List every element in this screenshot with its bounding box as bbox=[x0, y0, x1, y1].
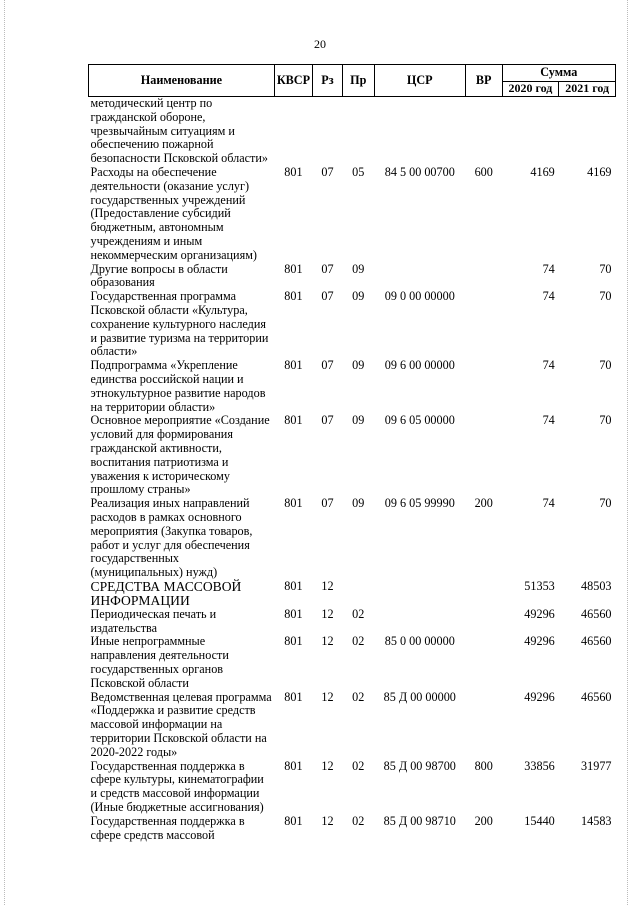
cell-rz: 07 bbox=[321, 496, 334, 511]
cell-csr bbox=[374, 608, 465, 636]
cell-csr bbox=[374, 580, 465, 608]
cell-rz: 12 bbox=[321, 634, 334, 649]
cell-amount-2021: 4169 bbox=[587, 164, 612, 179]
cell-name: Государственная поддержка в сфере культуры, кинематографии и средств массовой информации (Иные бюджетные ассигнования) bbox=[90, 758, 264, 815]
cell-name: Другие вопросы в области образования bbox=[90, 261, 228, 290]
cell-amount-2020: 74 bbox=[542, 261, 555, 276]
cell-csr bbox=[374, 263, 465, 291]
scan-edge-left bbox=[4, 0, 5, 905]
cell-name: СРЕДСТВА МАССОВОЙ ИНФОРМАЦИИ bbox=[90, 578, 242, 608]
cell-csr: 09 6 00 00000 bbox=[384, 358, 455, 373]
cell-amount-2021: 31977 bbox=[581, 758, 612, 773]
cell-amount-2021: 70 bbox=[599, 496, 612, 511]
cell-vr bbox=[465, 691, 502, 760]
table-row bbox=[89, 290, 616, 359]
table-row bbox=[89, 635, 616, 690]
cell-name: Расходы на обеспечение деятельности (оказание услуг) государственных учреждений (Предоставление субсидий бюджетным, автономным учреждениям и иным некоммерческим организациям) bbox=[90, 164, 257, 262]
cell-pr: 09 bbox=[352, 289, 365, 304]
cell-vr bbox=[465, 414, 502, 497]
cell-amount-2021: 46560 bbox=[581, 634, 612, 649]
cell-amount-2021: 48503 bbox=[581, 578, 612, 593]
cell-vr: 800 bbox=[474, 758, 493, 773]
cell-kvsr: 801 bbox=[284, 413, 303, 428]
cell-amount-2020: 15440 bbox=[524, 813, 555, 828]
page-number: 20 bbox=[314, 37, 326, 51]
cell-amount-2021: 70 bbox=[599, 261, 612, 276]
cell-vr bbox=[465, 263, 502, 291]
header-name: Наименование bbox=[89, 65, 275, 97]
cell-amount-2021: 70 bbox=[599, 413, 612, 428]
cell-pr: 02 bbox=[352, 689, 365, 704]
table-row bbox=[89, 263, 616, 291]
cell-kvsr: 801 bbox=[284, 758, 303, 773]
cell-amount-2021: 46560 bbox=[581, 689, 612, 704]
cell-csr: 85 0 00 00000 bbox=[384, 634, 455, 649]
cell-pr bbox=[342, 580, 374, 608]
cell-kvsr: 801 bbox=[284, 813, 303, 828]
table-header bbox=[89, 65, 616, 97]
header-year-2020: 2020 год bbox=[502, 82, 559, 97]
cell-amount-2021: 46560 bbox=[581, 606, 612, 621]
cell-csr: 85 Д 00 00000 bbox=[383, 689, 456, 704]
table-row bbox=[89, 497, 616, 580]
header-pr: Пр bbox=[342, 65, 374, 97]
cell-amount-2020: 74 bbox=[542, 289, 555, 304]
cell-rz: 12 bbox=[321, 813, 334, 828]
cell-rz: 12 bbox=[321, 606, 334, 621]
header-kvsr: КВСР bbox=[274, 65, 312, 97]
header-year-2021: 2021 год bbox=[559, 82, 616, 97]
cell-pr: 02 bbox=[352, 758, 365, 773]
cell-rz: 07 bbox=[321, 358, 334, 373]
table-row bbox=[89, 359, 616, 414]
cell-kvsr: 801 bbox=[284, 289, 303, 304]
cell-rz: 07 bbox=[321, 289, 334, 304]
header-rz: Рз bbox=[313, 65, 343, 97]
cell-amount-2021 bbox=[559, 97, 616, 166]
cell-pr: 09 bbox=[352, 358, 365, 373]
budget-table bbox=[88, 64, 616, 842]
cell-name: Периодическая печать и издательства bbox=[90, 606, 217, 635]
table-row bbox=[89, 815, 616, 843]
cell-name: Ведомственная целевая программа «Поддержка и развитие средств массовой информации на территории Псковской области на 2020-2022 годы» bbox=[90, 689, 272, 759]
cell-amount-2020: 49296 bbox=[524, 689, 555, 704]
cell-kvsr: 801 bbox=[284, 164, 303, 179]
cell-name: Основное мероприятие «Создание условий для формирования гражданской активности, воспитания патриотизма и уважения к историческому прошлому страны» bbox=[90, 413, 270, 497]
cell-csr: 09 0 00 00000 bbox=[384, 289, 455, 304]
cell-rz: 07 bbox=[321, 164, 334, 179]
cell-pr bbox=[342, 97, 374, 166]
cell-kvsr: 801 bbox=[284, 634, 303, 649]
cell-vr bbox=[465, 635, 502, 690]
cell-amount-2020: 74 bbox=[542, 413, 555, 428]
cell-rz: 07 bbox=[321, 261, 334, 276]
cell-pr: 09 bbox=[352, 413, 365, 428]
cell-csr: 84 5 00 00700 bbox=[384, 164, 455, 179]
cell-amount-2020: 74 bbox=[542, 358, 555, 373]
cell-vr bbox=[465, 97, 502, 166]
table-row bbox=[89, 414, 616, 497]
header-vr: ВР bbox=[465, 65, 502, 97]
cell-vr bbox=[465, 608, 502, 636]
table-row bbox=[89, 166, 616, 263]
cell-kvsr: 801 bbox=[284, 496, 303, 511]
cell-amount-2020: 33856 bbox=[524, 758, 555, 773]
cell-amount-2021: 70 bbox=[599, 289, 612, 304]
header-csr: ЦСР bbox=[374, 65, 465, 97]
cell-amount-2020: 74 bbox=[542, 496, 555, 511]
table-row bbox=[89, 97, 616, 166]
cell-vr bbox=[465, 580, 502, 608]
cell-vr: 600 bbox=[474, 164, 493, 179]
cell-name: методический центр по гражданской обороне, чрезвычайным ситуациям и обеспечению пожарной безопасности Псковской области» bbox=[90, 96, 268, 166]
cell-name: Государственная программа Псковской области «Культура, сохранение культурного наследия и развитие туризма на территории области» bbox=[90, 289, 269, 359]
cell-vr bbox=[465, 290, 502, 359]
cell-pr: 02 bbox=[352, 606, 365, 621]
table-body bbox=[89, 97, 616, 843]
cell-amount-2020: 49296 bbox=[524, 634, 555, 649]
cell-vr: 200 bbox=[474, 496, 493, 511]
cell-csr: 09 6 05 99990 bbox=[384, 496, 455, 511]
cell-csr: 85 Д 00 98710 bbox=[383, 813, 456, 828]
cell-pr: 05 bbox=[352, 164, 365, 179]
cell-rz: 12 bbox=[321, 578, 334, 593]
cell-amount-2021: 70 bbox=[599, 358, 612, 373]
header-sum: Сумма bbox=[502, 65, 615, 82]
cell-name: Реализация иных направлений расходов в рамках основного мероприятия (Закупка товаров, работ и услуг для обеспечения государственных (муниципальных) нужд) bbox=[90, 496, 253, 580]
table-row bbox=[89, 691, 616, 760]
table-row bbox=[89, 760, 616, 815]
cell-pr: 09 bbox=[352, 261, 365, 276]
cell-pr: 02 bbox=[352, 813, 365, 828]
table-row bbox=[89, 580, 616, 608]
cell-kvsr: 801 bbox=[284, 689, 303, 704]
cell-rz: 12 bbox=[321, 758, 334, 773]
cell-amount-2020 bbox=[502, 97, 559, 166]
cell-rz: 07 bbox=[321, 413, 334, 428]
cell-rz bbox=[313, 97, 343, 166]
cell-kvsr: 801 bbox=[284, 261, 303, 276]
table-row bbox=[89, 608, 616, 636]
cell-name: Иные непрограммные направления деятельности государственных органов Псковской области bbox=[90, 634, 229, 690]
cell-csr: 85 Д 00 98700 bbox=[383, 758, 456, 773]
cell-kvsr: 801 bbox=[284, 578, 303, 593]
cell-kvsr: 801 bbox=[284, 606, 303, 621]
cell-amount-2020: 4169 bbox=[530, 164, 555, 179]
cell-amount-2020: 51353 bbox=[524, 578, 555, 593]
cell-vr bbox=[465, 359, 502, 414]
scan-edge-right bbox=[627, 0, 628, 905]
cell-csr bbox=[374, 97, 465, 166]
cell-amount-2021: 14583 bbox=[581, 813, 612, 828]
cell-amount-2020: 49296 bbox=[524, 606, 555, 621]
cell-name: Подпрограмма «Укрепление единства российской нации и этнокультурное развитие народов на территории области» bbox=[90, 358, 266, 414]
cell-vr: 200 bbox=[474, 813, 493, 828]
cell-pr: 09 bbox=[352, 496, 365, 511]
cell-rz: 12 bbox=[321, 689, 334, 704]
cell-csr: 09 6 05 00000 bbox=[384, 413, 455, 428]
cell-name: Государственная поддержка в сфере средств массовой bbox=[90, 813, 245, 842]
cell-kvsr bbox=[274, 97, 312, 166]
cell-pr: 02 bbox=[352, 634, 365, 649]
cell-kvsr: 801 bbox=[284, 358, 303, 373]
